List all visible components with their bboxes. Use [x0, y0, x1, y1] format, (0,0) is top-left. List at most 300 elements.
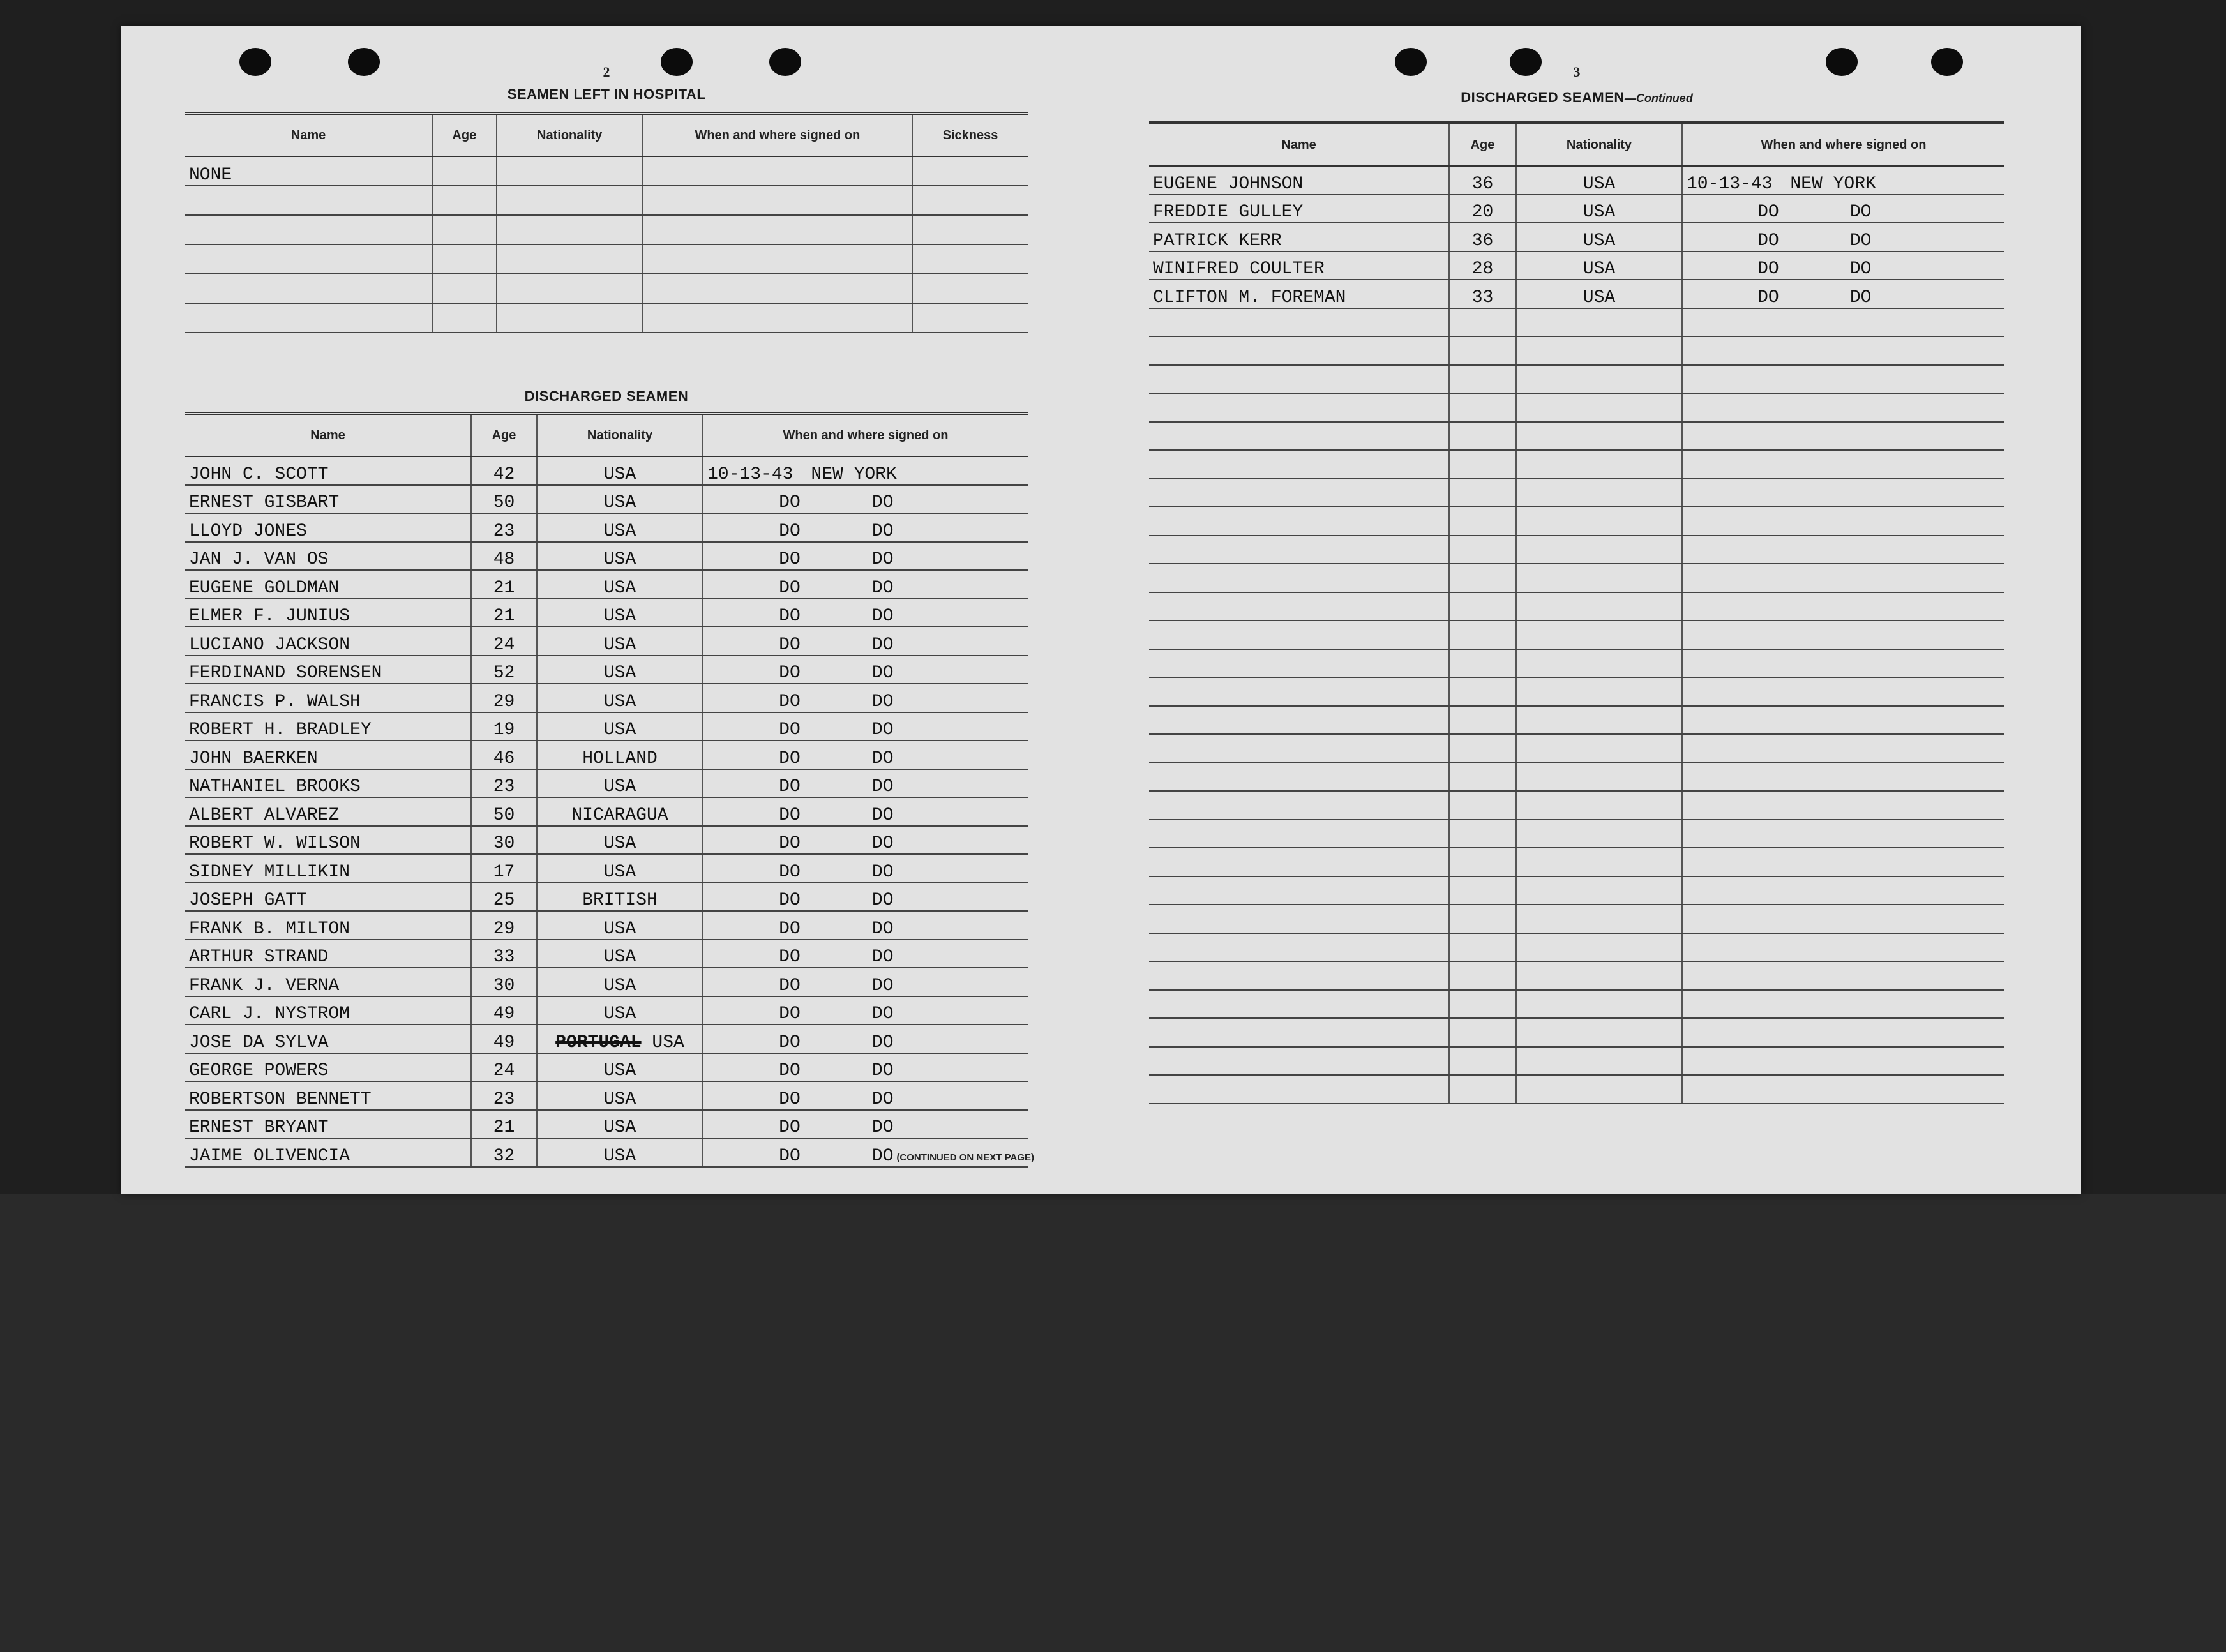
seaman-nationality: [1516, 166, 1682, 195]
seaman-row: [185, 968, 1028, 996]
signed-on-values: [707, 550, 1024, 569]
signed-on-values: [707, 720, 1024, 740]
blank-cell: [1516, 479, 1682, 507]
signed-on: [703, 826, 1028, 855]
signed-on-place: DO: [871, 805, 894, 825]
signed-on-date: DO: [779, 606, 801, 626]
nationality-text: HOLLAND: [582, 748, 658, 769]
blank-cell: [1449, 848, 1516, 876]
signed-on-values: [707, 749, 1024, 769]
seaman-row: [185, 1081, 1028, 1110]
struck-nationality: PORTUGAL: [555, 1032, 642, 1053]
blank-cell: [1682, 933, 2004, 962]
blank-cell: [1149, 450, 1449, 479]
blank-cell: [1682, 905, 2004, 933]
seaman-age: 21: [471, 599, 537, 627]
blank-cell: [1516, 990, 1682, 1019]
seaman-nationality: [537, 570, 703, 599]
seaman-row: [185, 656, 1028, 684]
signed-on: [703, 854, 1028, 883]
seaman-name: JOHN C. SCOTT: [185, 456, 471, 485]
nationality-text: USA: [603, 975, 636, 996]
signed-on: [703, 797, 1028, 826]
signed-on-values: [707, 663, 1024, 683]
blank-cell: [1149, 479, 1449, 507]
seaman-row: [185, 485, 1028, 514]
signed-on: [703, 485, 1028, 514]
seaman-age: 36: [1449, 223, 1516, 252]
seaman-age: 17: [471, 854, 537, 883]
seaman-nationality: [537, 627, 703, 656]
signed-on-place: DO: [1849, 287, 1872, 308]
table-cell: [432, 303, 497, 333]
signed-on-date: DO: [779, 521, 801, 541]
blank-cell: [1682, 1018, 2004, 1047]
table-cell: [185, 186, 432, 215]
signed-on: [703, 570, 1028, 599]
blank-cell: [1682, 1075, 2004, 1104]
blank-cell: [1682, 848, 2004, 876]
blank-cell: [1682, 620, 2004, 649]
seaman-row: [185, 911, 1028, 940]
seaman-nationality: [537, 456, 703, 485]
blank-cell: [1516, 1047, 1682, 1076]
table-cell: [497, 156, 643, 186]
blank-cell: [1516, 507, 1682, 536]
blank-cell: [1516, 564, 1682, 592]
nationality-text: USA: [603, 919, 636, 939]
table-cell: [185, 303, 432, 333]
blank-cell: [1449, 734, 1516, 763]
blank-row: [1149, 336, 2004, 365]
blank-cell: [1516, 677, 1682, 706]
nationality-text: NICARAGUA: [571, 805, 668, 825]
signed-on-values: [707, 919, 1024, 939]
blank-cell: [1682, 649, 2004, 678]
blank-cell: [1449, 706, 1516, 735]
signed-on-date: DO: [1757, 259, 1779, 279]
seaman-row: [185, 684, 1028, 712]
table-cell: [912, 215, 1028, 244]
seaman-name: JOSEPH GATT: [185, 883, 471, 912]
seaman-row: [185, 996, 1028, 1025]
nationality-text: USA: [603, 606, 636, 626]
seaman-row: [185, 854, 1028, 883]
seaman-row: [185, 456, 1028, 485]
blank-cell: [1449, 507, 1516, 536]
signed-on-values: [707, 947, 1024, 967]
nationality-text: USA: [1583, 202, 1616, 222]
page-number: 2: [603, 64, 610, 80]
seaman-nationality: [537, 1110, 703, 1139]
nationality-text: USA: [603, 834, 636, 853]
blank-row: [1149, 536, 2004, 564]
blank-row: [1149, 848, 2004, 876]
nationality-text: USA: [603, 720, 636, 740]
seaman-row: [1149, 195, 2004, 223]
blank-cell: [1516, 848, 1682, 876]
column-header: Name: [185, 114, 432, 157]
blank-row: [1149, 876, 2004, 905]
column-header: Age: [432, 114, 497, 157]
blank-cell: [1682, 791, 2004, 820]
column-header: Nationality: [537, 414, 703, 457]
blank-cell: [1449, 620, 1516, 649]
seaman-age: 32: [471, 1138, 537, 1167]
table-cell: [643, 244, 912, 274]
seaman-row: [1149, 166, 2004, 195]
seaman-name: ARTHUR STRAND: [185, 940, 471, 968]
nationality-text: USA: [1583, 230, 1616, 251]
blank-cell: [1516, 961, 1682, 990]
seaman-row: [185, 1053, 1028, 1082]
blank-cell: [1149, 336, 1449, 365]
seaman-row: [185, 740, 1028, 769]
hospital-table: [185, 112, 1028, 333]
seaman-age: 52: [471, 656, 537, 684]
signed-on: [703, 1053, 1028, 1082]
signed-on-date: DO: [779, 691, 801, 712]
seaman-age: 28: [1449, 252, 1516, 280]
signed-on: [703, 1025, 1028, 1053]
seaman-name: LUCIANO JACKSON: [185, 627, 471, 656]
seaman-nationality: [537, 968, 703, 996]
signed-on: [703, 656, 1028, 684]
seaman-name: PATRICK KERR: [1149, 223, 1449, 252]
blank-cell: [1449, 564, 1516, 592]
signed-on-values: [707, 606, 1024, 626]
blank-cell: [1149, 422, 1449, 451]
column-header: Nationality: [497, 114, 643, 157]
seaman-name: ERNEST GISBART: [185, 485, 471, 514]
seaman-name: CLIFTON M. FOREMAN: [1149, 280, 1449, 308]
blank-cell: [1516, 1018, 1682, 1047]
seaman-nationality: [537, 996, 703, 1025]
seaman-row: [185, 599, 1028, 627]
signed-on-date: DO: [779, 748, 801, 769]
blank-cell: [1516, 933, 1682, 962]
signed-on-date: DO: [779, 1118, 801, 1138]
seaman-age: 30: [471, 968, 537, 996]
signed-on: [1682, 223, 2004, 252]
signed-on: [703, 712, 1028, 741]
nationality-text: USA: [603, 862, 636, 882]
signed-on: [703, 940, 1028, 968]
blank-cell: [1682, 308, 2004, 337]
signed-on-place: DO: [871, 663, 894, 683]
blank-cell: [1449, 961, 1516, 990]
blank-cell: [1682, 450, 2004, 479]
blank-cell: [1682, 734, 2004, 763]
seaman-row: [185, 712, 1028, 741]
seaman-age: 29: [471, 911, 537, 940]
blank-cell: [1449, 763, 1516, 792]
signed-on-values: [707, 1118, 1024, 1138]
title-text: DISCHARGED SEAMEN: [1461, 89, 1625, 105]
signed-on-place: DO: [871, 550, 894, 569]
column-header: Nationality: [1516, 123, 1682, 167]
blank-cell: [1449, 820, 1516, 848]
signed-on-place: DO: [1849, 230, 1872, 251]
discharged-section-title: DISCHARGED SEAMEN: [524, 388, 689, 404]
table-cell: [912, 156, 1028, 186]
seaman-age: 24: [471, 627, 537, 656]
blank-cell: [1149, 620, 1449, 649]
blank-cell: [1449, 990, 1516, 1019]
table-row: [185, 156, 1028, 186]
seaman-age: 23: [471, 769, 537, 798]
signed-on-date: 10-13-43: [1687, 174, 1773, 194]
seaman-age: 23: [471, 1081, 537, 1110]
seaman-age: 21: [471, 570, 537, 599]
blank-row: [1149, 734, 2004, 763]
signed-on-date: DO: [779, 975, 801, 996]
signed-on-values: [707, 777, 1024, 797]
nationality-text: USA: [652, 1032, 684, 1053]
signed-on-date: DO: [1757, 287, 1779, 308]
nationality-text: USA: [603, 493, 636, 513]
seaman-row: [1149, 223, 2004, 252]
seaman-nationality: [537, 883, 703, 912]
seaman-name: FERDINAND SORENSEN: [185, 656, 471, 684]
table-cell: [643, 274, 912, 303]
seaman-nationality: [537, 1053, 703, 1082]
table-cell: [912, 274, 1028, 303]
blank-cell: [1449, 479, 1516, 507]
signed-on-values: [1687, 231, 2001, 251]
blank-cell: [1682, 564, 2004, 592]
table-cell: [432, 156, 497, 186]
seaman-name: ERNEST BRYANT: [185, 1110, 471, 1139]
signed-on-place: DO: [871, 1118, 894, 1138]
blank-cell: [1682, 479, 2004, 507]
blank-row: [1149, 820, 2004, 848]
blank-cell: [1516, 393, 1682, 422]
signed-on-values: [1687, 174, 2001, 194]
blank-row: [1149, 422, 2004, 451]
seaman-name: JAN J. VAN OS: [185, 542, 471, 571]
signed-on: [703, 542, 1028, 571]
table-cell: NONE: [185, 156, 432, 186]
blank-cell: [1516, 536, 1682, 564]
signed-on-date: DO: [779, 720, 801, 740]
signed-on-date: DO: [779, 635, 801, 655]
seaman-row: [185, 826, 1028, 855]
seaman-age: 25: [471, 883, 537, 912]
blank-cell: [1682, 1047, 2004, 1076]
discharged-continued-title: [1149, 89, 2004, 106]
signed-on-date: DO: [779, 919, 801, 939]
seaman-age: 50: [471, 485, 537, 514]
seaman-nationality: [537, 485, 703, 514]
seaman-row: [185, 769, 1028, 798]
signed-on-date: DO: [1757, 230, 1779, 251]
blank-cell: [1449, 592, 1516, 621]
seaman-age: 19: [471, 712, 537, 741]
blank-cell: [1149, 592, 1449, 621]
blank-cell: [1449, 933, 1516, 962]
seaman-name: FREDDIE GULLEY: [1149, 195, 1449, 223]
signed-on-place: DO: [871, 1032, 894, 1053]
seaman-age: 36: [1449, 166, 1516, 195]
blank-cell: [1449, 393, 1516, 422]
blank-cell: [1449, 336, 1516, 365]
signed-on-place: DO: [871, 1146, 894, 1166]
blank-cell: [1516, 365, 1682, 394]
blank-cell: [1149, 536, 1449, 564]
signed-on-values: [707, 1061, 1024, 1081]
blank-row: [1149, 1018, 2004, 1047]
blank-cell: [1516, 620, 1682, 649]
seaman-row: [1149, 252, 2004, 280]
signed-on-place: DO: [871, 1089, 894, 1109]
blank-cell: [1149, 564, 1449, 592]
blank-cell: [1449, 649, 1516, 678]
table-row: [185, 215, 1028, 244]
signed-on-place: DO: [871, 748, 894, 769]
table-cell: [497, 186, 643, 215]
seaman-nationality: [1516, 223, 1682, 252]
signed-on-place: DO: [871, 691, 894, 712]
blank-row: [1149, 791, 2004, 820]
blank-cell: [1149, 649, 1449, 678]
table-row: [185, 274, 1028, 303]
signed-on-place: DO: [871, 635, 894, 655]
seaman-name: ROBERT W. WILSON: [185, 826, 471, 855]
blank-cell: [1149, 848, 1449, 876]
signed-on-place: DO: [871, 578, 894, 598]
table-cell: [185, 244, 432, 274]
blank-cell: [1149, 961, 1449, 990]
blank-row: [1149, 592, 2004, 621]
column-header: Sickness: [912, 114, 1028, 157]
title-suffix: —Continued: [1624, 92, 1693, 105]
signed-on-values: [707, 862, 1024, 882]
hospital-section-title: SEAMEN LEFT IN HOSPITAL: [507, 86, 706, 102]
blank-cell: [1516, 791, 1682, 820]
blank-cell: [1149, 990, 1449, 1019]
blank-cell: [1149, 933, 1449, 962]
signed-on-values: [707, 890, 1024, 910]
signed-on-date: DO: [779, 862, 801, 882]
seaman-nationality: [537, 513, 703, 542]
column-header: Age: [471, 414, 537, 457]
seaman-nationality: [537, 740, 703, 769]
seaman-nationality: [537, 826, 703, 855]
blank-row: [1149, 706, 2004, 735]
blank-cell: [1682, 365, 2004, 394]
seaman-age: 21: [471, 1110, 537, 1139]
seaman-nationality: [537, 599, 703, 627]
blank-cell: [1682, 422, 2004, 451]
seaman-age: 23: [471, 513, 537, 542]
seaman-age: 33: [471, 940, 537, 968]
seaman-name: ELMER F. JUNIUS: [185, 599, 471, 627]
signed-on: [703, 627, 1028, 656]
signed-on-place: DO: [871, 890, 894, 910]
signed-on: [703, 1110, 1028, 1139]
table-cell: [432, 274, 497, 303]
signed-on-values: [1687, 259, 2001, 279]
seaman-name: ROBERTSON BENNETT: [185, 1081, 471, 1110]
seaman-name: ROBERT H. BRADLEY: [185, 712, 471, 741]
signed-on-place: DO: [871, 521, 894, 541]
signed-on-values: [707, 635, 1024, 655]
signed-on-place: DO: [871, 606, 894, 626]
continued-note: (CONTINUED ON NEXT PAGE): [896, 1152, 1034, 1163]
blank-row: [1149, 450, 2004, 479]
seaman-name: JOSE DA SYLVA: [185, 1025, 471, 1053]
table-cell: [432, 244, 497, 274]
seaman-name: CARL J. NYSTROM: [185, 996, 471, 1025]
blank-cell: [1149, 706, 1449, 735]
blank-row: [1149, 507, 2004, 536]
seaman-name: JOHN BAERKEN: [185, 740, 471, 769]
table-cell: [497, 274, 643, 303]
blank-cell: [1682, 677, 2004, 706]
blank-cell: [1682, 393, 2004, 422]
nationality-text: USA: [603, 691, 636, 712]
blank-cell: [1149, 734, 1449, 763]
table-row: [185, 244, 1028, 274]
signed-on-values: [1687, 288, 2001, 308]
seaman-name: LLOYD JONES: [185, 513, 471, 542]
blank-row: [1149, 763, 2004, 792]
blank-cell: [1149, 820, 1449, 848]
nationality-text: USA: [1583, 174, 1616, 194]
signed-on-date: DO: [779, 493, 801, 513]
nationality-text: USA: [603, 777, 636, 797]
column-header: When and where signed on: [643, 114, 912, 157]
seaman-row: [185, 940, 1028, 968]
seaman-age: 42: [471, 456, 537, 485]
blank-cell: [1149, 308, 1449, 337]
blank-row: [1149, 393, 2004, 422]
table-cell: [432, 186, 497, 215]
signed-on-values: [707, 834, 1024, 853]
nationality-text: USA: [603, 1061, 636, 1081]
seaman-name: JAIME OLIVENCIA: [185, 1138, 471, 1167]
table-cell: [643, 303, 912, 333]
signed-on-values: [707, 465, 1024, 484]
blank-row: [1149, 479, 2004, 507]
seaman-name: EUGENE JOHNSON: [1149, 166, 1449, 195]
blank-cell: [1149, 1047, 1449, 1076]
nationality-text: USA: [603, 663, 636, 683]
seaman-age: 49: [471, 1025, 537, 1053]
table-cell: [912, 244, 1028, 274]
signed-on: [703, 599, 1028, 627]
blank-cell: [1516, 763, 1682, 792]
blank-cell: [1449, 905, 1516, 933]
signed-on-date: DO: [779, 1146, 801, 1166]
blank-cell: [1516, 734, 1682, 763]
blank-cell: [1449, 791, 1516, 820]
column-header: When and where signed on: [703, 414, 1028, 457]
blank-cell: [1449, 677, 1516, 706]
nationality-text: USA: [1583, 259, 1616, 279]
blank-row: [1149, 677, 2004, 706]
seaman-row: [185, 542, 1028, 571]
seaman-row: [185, 513, 1028, 542]
table-cell: [432, 215, 497, 244]
blank-cell: [1682, 876, 2004, 905]
blank-cell: [1682, 820, 2004, 848]
blank-cell: [1682, 763, 2004, 792]
signed-on-place: NEW YORK: [811, 464, 897, 484]
blank-cell: [1682, 706, 2004, 735]
signed-on-place: DO: [871, 1004, 894, 1024]
